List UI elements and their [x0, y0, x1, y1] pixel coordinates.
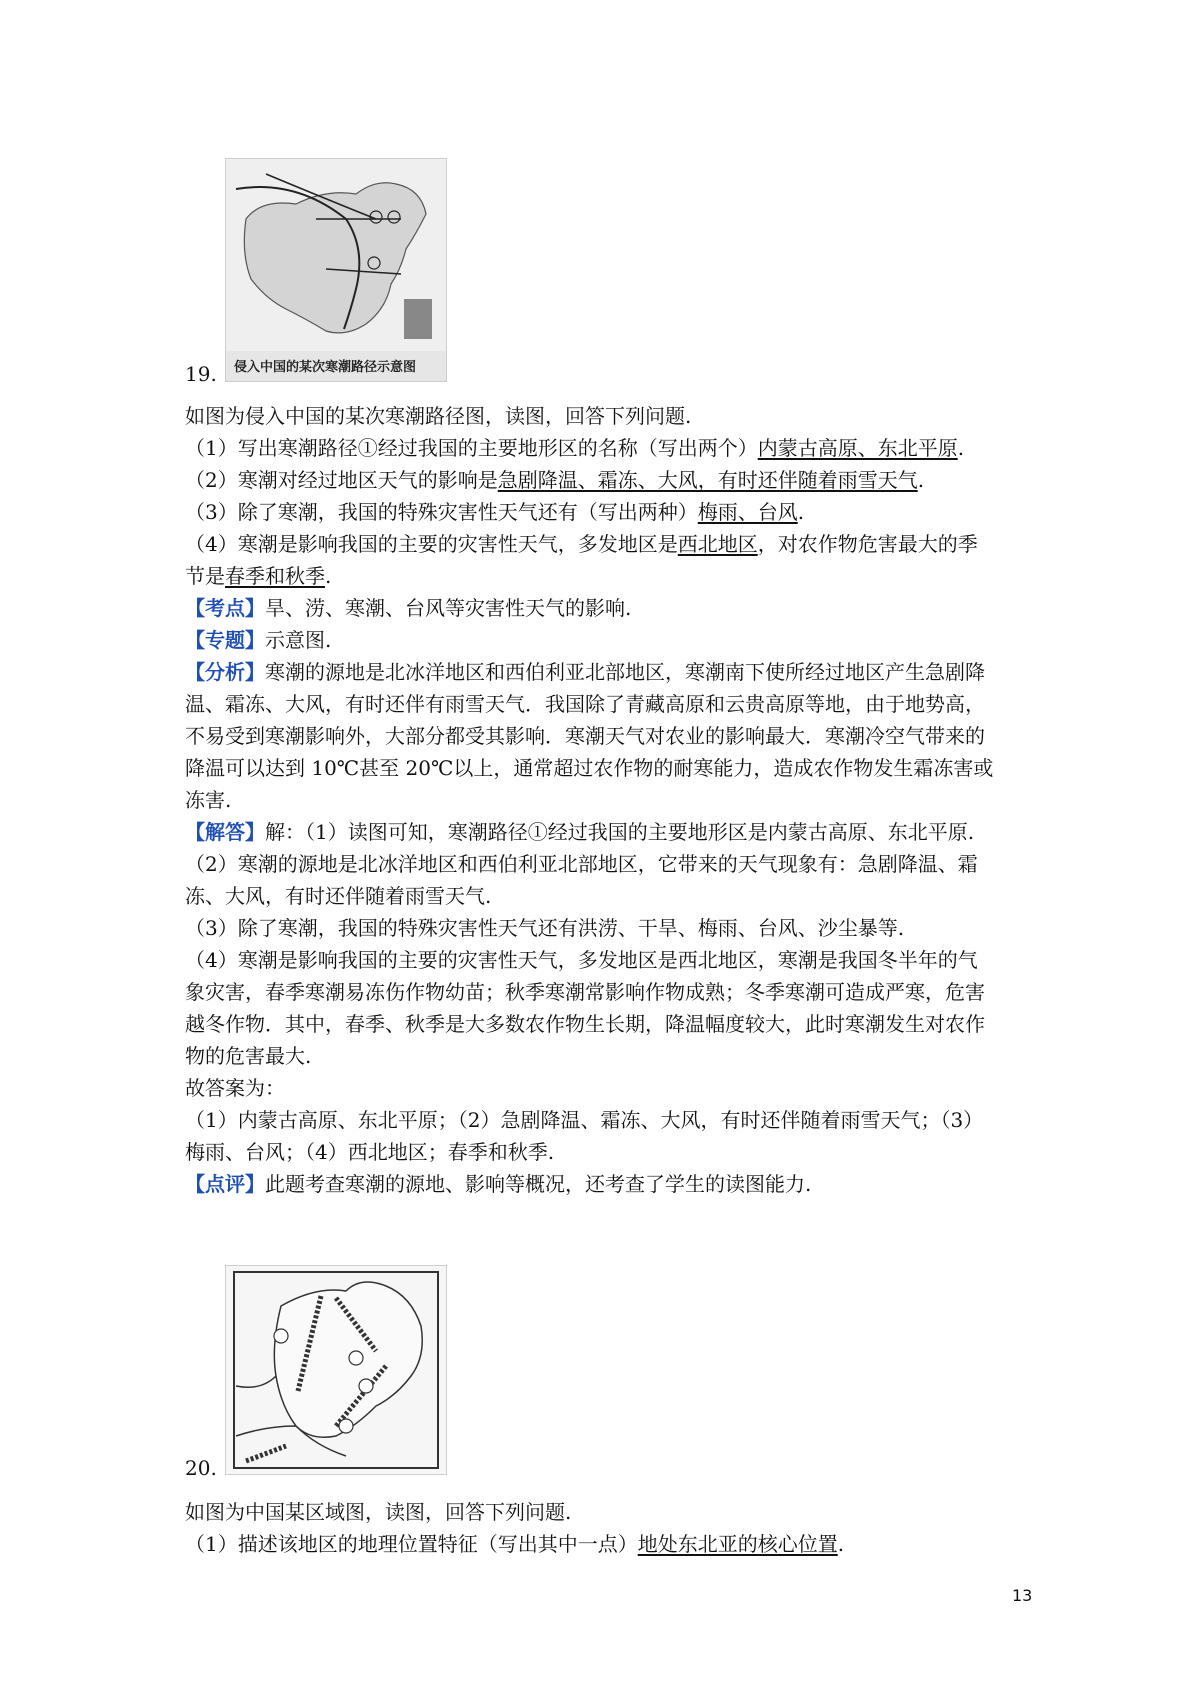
- q19-answer-3: 梅雨、台风: [697, 500, 798, 524]
- fenxi-line-4: 降温可以达到 10℃甚至 20℃以上，通常超过农作物的耐寒能力，造成农作物发生霜冻害或: [185, 756, 994, 780]
- fenxi-tag: 【分析】: [185, 660, 265, 684]
- jieda-line-8: 物的危害最大.: [185, 1044, 312, 1068]
- question-20: [185, 1496, 1035, 1560]
- q20-answer-1: 地处东北亚的核心位置: [637, 1532, 838, 1556]
- jieda-line-11: 梅雨、台风；（4）西北地区；春季和秋季.: [185, 1140, 555, 1164]
- jieda-line-1: 【解答】解：（1）读图可知，寒潮路径①经过我国的主要地形区是内蒙古高原、东北平原.: [185, 820, 975, 844]
- zhuanti: 【专题】示意图.: [185, 628, 332, 652]
- jieda-line-4: （3）除了寒潮，我国的特殊灾害性天气还有洪涝、干旱、梅雨、台风、沙尘暴等.: [185, 916, 905, 940]
- jieda-line-10: （1）内蒙古高原、东北平原；（2）急剧降温、霜冻、大风，有时还伴随着雨雪天气；（3）: [185, 1108, 984, 1132]
- q19-answer-4b: 春季和秋季: [225, 564, 325, 588]
- jieda-tag: 【解答】: [185, 820, 265, 844]
- q19-item-4a: （4）寒潮是影响我国的主要的灾害性天气，多发地区是西北地区，对农作物危害最大的季: [185, 532, 978, 556]
- q19-answer-4a: 西北地区: [677, 532, 758, 556]
- jieda-line-2: （2）寒潮的源地是北冰洋地区和西伯利亚北部地区，它带来的天气现象有：急剧降温、霜: [185, 852, 978, 876]
- q19-item-3: （3）除了寒潮，我国的特殊灾害性天气还有（写出两种）梅雨、台风.: [185, 500, 805, 524]
- jieda-line-7: 越冬作物．其中，春季、秋季是大多数农作物生长期，降温幅度较大，此时寒潮发生对农作: [185, 1012, 985, 1036]
- q19-answer-2: 急剧降温、霜冻、大风，有时还伴随着雨雪天气: [497, 468, 918, 492]
- dianping: 【点评】此题考查寒潮的源地、影响等概况，还考查了学生的读图能力.: [185, 1172, 812, 1196]
- region-map: [225, 1265, 447, 1475]
- q19-item-1: （1）写出寒潮路径①经过我国的主要地形区的名称（写出两个）内蒙古高原、东北平原.: [185, 436, 965, 460]
- fenxi-line-1: 【分析】寒潮的源地是北冰洋地区和西伯利亚北部地区，寒潮南下使所经过地区产生急剧降: [185, 660, 985, 684]
- question-number-19: 19.: [185, 362, 217, 386]
- jieda-line-9: 故答案为：: [185, 1076, 285, 1100]
- question-number-20: 20.: [185, 1456, 217, 1480]
- q19-item-2: （2）寒潮对经过地区天气的影响是急剧降温、霜冻、大风，有时还伴随着雨雪天气.: [185, 468, 925, 492]
- cold-wave-map: [225, 158, 447, 382]
- fenxi-line-2: 温、霜冻、大风，有时还伴有雨雪天气．我国除了青藏高原和云贵高原等地，由于地势高，: [185, 692, 985, 716]
- page-number: 13: [1012, 1586, 1033, 1605]
- jieda-line-6: 象灾害，春季寒潮易冻伤作物幼苗；秋季寒潮常影响作物成熟；冬季寒潮可造成严寒，危害: [185, 980, 985, 1004]
- dianping-tag: 【点评】: [185, 1172, 265, 1196]
- fenxi-line-3: 不易受到寒潮影响外，大部分都受其影响．寒潮天气对农业的影响最大．寒潮冷空气带来的: [185, 724, 985, 748]
- fenxi-line-5: 冻害.: [185, 788, 232, 812]
- q19-answer-1: 内蒙古高原、东北平原: [757, 436, 958, 460]
- q20-intro: 如图为中国某区域图，读图，回答下列问题.: [185, 1500, 572, 1524]
- zhuanti-tag: 【专题】: [185, 628, 265, 652]
- jieda-line-5: （4）寒潮是影响我国的主要的灾害性天气，多发地区是西北地区，寒潮是我国冬半年的气: [185, 948, 978, 972]
- kaodian-tag: 【考点】: [185, 596, 265, 620]
- q20-item-1: （1）描述该地区的地理位置特征（写出其中一点）地处东北亚的核心位置.: [185, 1532, 845, 1556]
- kaodian: 【考点】旱、涝、寒潮、台风等灾害性天气的影响.: [185, 596, 632, 620]
- jieda-line-3: 冻、大风，有时还伴随着雨雪天气.: [185, 884, 492, 908]
- q19-intro: 如图为侵入中国的某次寒潮路径图，读图，回答下列问题.: [185, 404, 692, 428]
- question-19: [185, 400, 1035, 1200]
- q19-item-4b: 节是春季和秋季.: [185, 564, 332, 588]
- map-caption: 侵入中国的某次寒潮路径示意图: [234, 360, 417, 375]
